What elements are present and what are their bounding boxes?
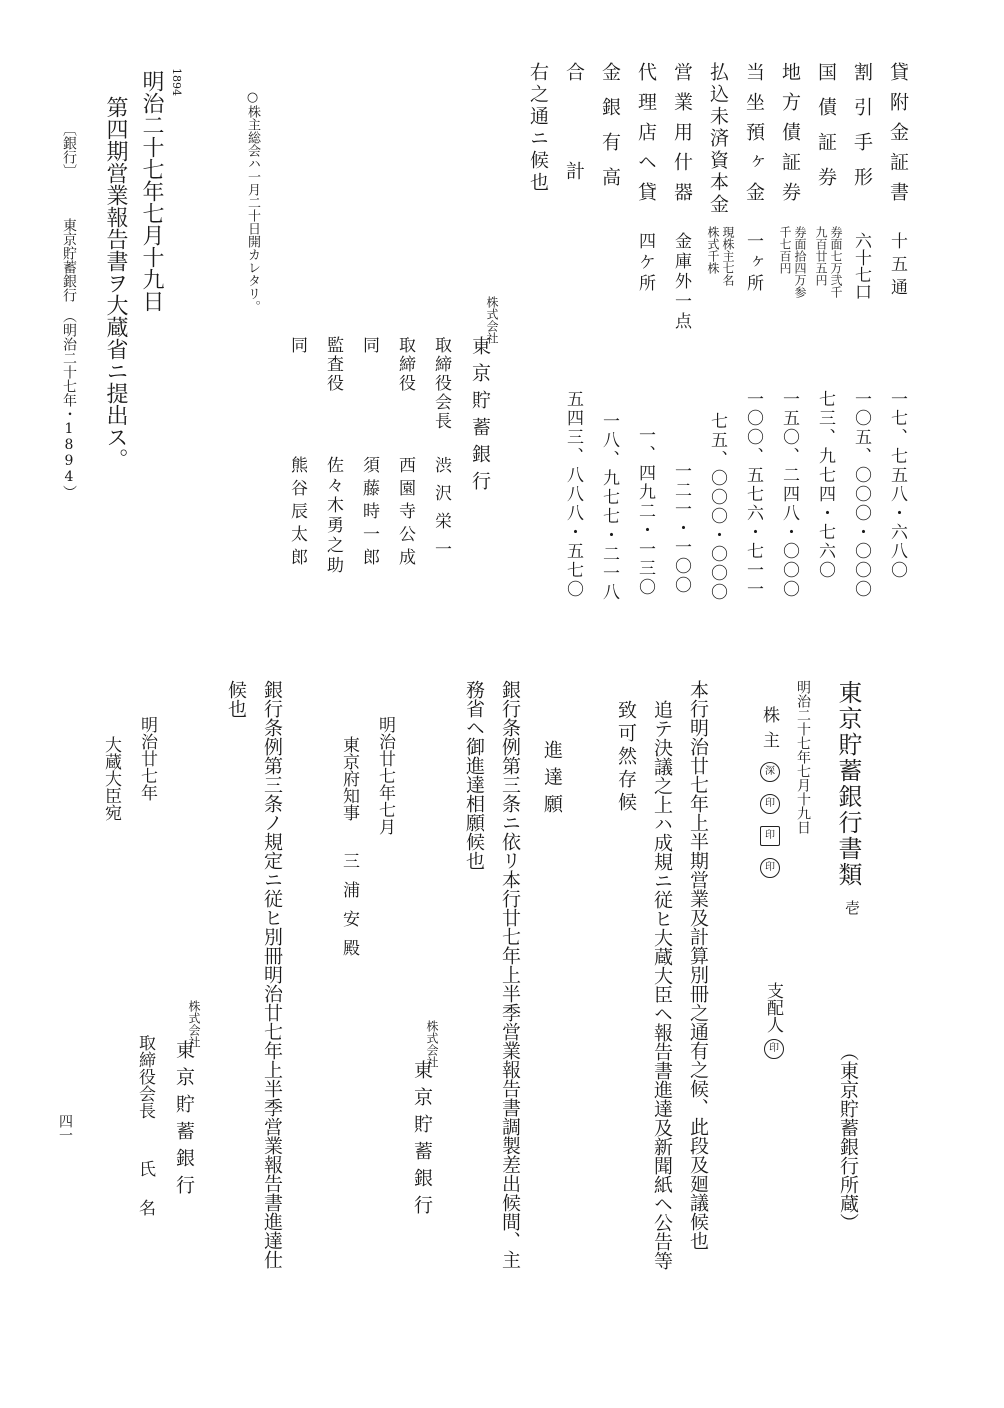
- report-description: 第四期営業報告書ヲ大蔵省ニ提出ス。: [103, 96, 128, 470]
- item-label: 国債証券: [815, 62, 837, 202]
- manager-label: 支配人: [763, 982, 783, 1033]
- documents-title: 東京貯蓄銀行書類: [834, 680, 862, 888]
- officer-name: 西園寺公成: [395, 456, 415, 571]
- item-qty: 九百廿五円: [814, 226, 828, 286]
- signer-name: 氏名: [135, 1160, 155, 1238]
- submission-recipient: 大蔵大臣宛: [101, 736, 121, 821]
- officer-name: 熊谷辰太郎: [287, 456, 307, 571]
- item-qty: 券面拾四万参: [793, 226, 807, 298]
- manager-seal: 印: [764, 1039, 784, 1059]
- item-label: 合計: [563, 62, 585, 260]
- documents-volume: 壱: [843, 900, 861, 915]
- item-qty: 十五通: [887, 232, 907, 301]
- report-date: 明治二十七年七月十九日: [139, 70, 164, 312]
- seal-stamp: 深: [760, 762, 780, 782]
- source-bracket: 〔銀行〕: [61, 122, 77, 178]
- item-qty: 一ヶ所: [743, 232, 763, 295]
- item-label: 地方債証券: [779, 62, 801, 212]
- item-qty: 券面七万弐千: [829, 226, 843, 298]
- documents-body-line: 追テ決議之上ハ成規ニ従ヒ大蔵大臣ヘ報告書進達及新聞紙ヘ公告等: [651, 700, 673, 1270]
- submission-sender: 東京貯蓄銀行: [173, 1040, 195, 1202]
- item-amount: 七三、九七四・七六〇: [815, 390, 835, 580]
- officer-name: 須藤時一郎: [359, 456, 379, 571]
- item-amount: 一、四九二・一三〇: [635, 426, 655, 597]
- company-prefix: 株式会社: [485, 296, 499, 344]
- shareholders-label: 株主: [759, 706, 779, 756]
- item-label: 当坐預ヶ金: [743, 62, 765, 212]
- shareholder-seals: [760, 706, 786, 884]
- signer-role: 取締役会長: [135, 1034, 155, 1119]
- item-qty: 現株主七名: [721, 226, 735, 286]
- officer-name: 渋沢栄一: [431, 456, 451, 568]
- item-qty: 四ケ所: [635, 232, 655, 295]
- item-amount: 一七、七五八・六八〇: [887, 390, 907, 580]
- item-amount: 一五〇、二四八・〇〇〇: [779, 390, 799, 599]
- item-amount: 一〇五、〇〇〇・〇〇〇: [851, 390, 871, 599]
- addressee-title: 東京府知事: [339, 736, 359, 821]
- officer-role: 監査役: [323, 336, 343, 393]
- meeting-notice: ○株主総会ハ一月二十日開カレタリ。: [245, 90, 260, 313]
- seal-stamp: 印: [760, 826, 780, 846]
- petition-sender-prefix: 株式会社: [425, 1020, 439, 1068]
- item-label: 金銀有高: [599, 62, 621, 202]
- documents-body-line: 致可然存候: [615, 700, 637, 815]
- item-qty: 六十七口: [851, 232, 871, 300]
- seal-stamp: 印: [760, 794, 780, 814]
- petition-sender: 東京貯蓄銀行: [411, 1060, 433, 1222]
- year-western: 1894: [170, 68, 183, 96]
- item-amount: 一〇〇、五七六・七一一: [743, 390, 763, 599]
- petition-body-line: 銀行条例第三条ニ依リ本行廿七年上半季営業報告書調製差出候間、主: [499, 680, 521, 1269]
- item-label: 代理店ヘ貸: [635, 62, 657, 212]
- petition-body-line: 務省ヘ御進達相願候也: [463, 680, 485, 870]
- item-label: 貸附金証書: [887, 62, 909, 212]
- manager-block: [764, 982, 786, 1065]
- addressee-name: 三浦安殿: [339, 852, 359, 968]
- company-name: 東京貯蓄銀行: [469, 336, 491, 498]
- closing-text: 右之通ニ候也: [527, 62, 549, 194]
- petition-title: 進達願: [541, 740, 563, 821]
- submission-body-line: 候也: [225, 680, 247, 718]
- source-text: 東京貯蓄銀行 （明治二十七年・1894）: [61, 218, 77, 499]
- item-label: 割引手形: [851, 62, 873, 202]
- item-qty: 千七百円: [778, 226, 792, 274]
- submission-date: 明治廿七年: [137, 716, 157, 801]
- officer-name: 佐々木勇之助: [323, 456, 343, 576]
- item-amount: 五四三、八八八・五七〇: [563, 390, 583, 599]
- page-number: 四一: [57, 1114, 73, 1142]
- submission-sender-prefix: 株式会社: [187, 1000, 201, 1048]
- item-label: 払込未済資本金: [707, 62, 729, 216]
- submission-body-line: 銀行条例第三条ノ規定ニ従ヒ別冊明治廿七年上半季営業報告書進達仕: [261, 680, 283, 1269]
- item-amount: 一八、九七七・二一八: [599, 412, 619, 602]
- petition-date: 明治廿七年七月: [375, 716, 395, 835]
- officer-role: 同: [359, 336, 379, 353]
- officer-role: 取締役: [395, 336, 415, 393]
- seal-stamp: 印: [760, 858, 780, 878]
- item-qty: 株式千株: [706, 226, 720, 274]
- item-label: 営業用什器: [671, 62, 693, 212]
- item-qty: 金庫外一点: [671, 232, 691, 332]
- item-amount: 七五、〇〇〇・〇〇〇: [707, 412, 727, 602]
- documents-date: 明治二十七年七月十九日: [795, 680, 811, 834]
- officer-role: 取締役会長: [431, 336, 451, 431]
- documents-archive: （東京貯蓄銀行所蔵）: [837, 1042, 859, 1232]
- documents-body-line: 本行明治廿七年上半期営業及計算別冊之通有之候、此段及廻議候也: [687, 680, 709, 1250]
- item-amount: 一二一・一〇〇: [671, 462, 691, 595]
- officer-role: 同: [287, 336, 307, 353]
